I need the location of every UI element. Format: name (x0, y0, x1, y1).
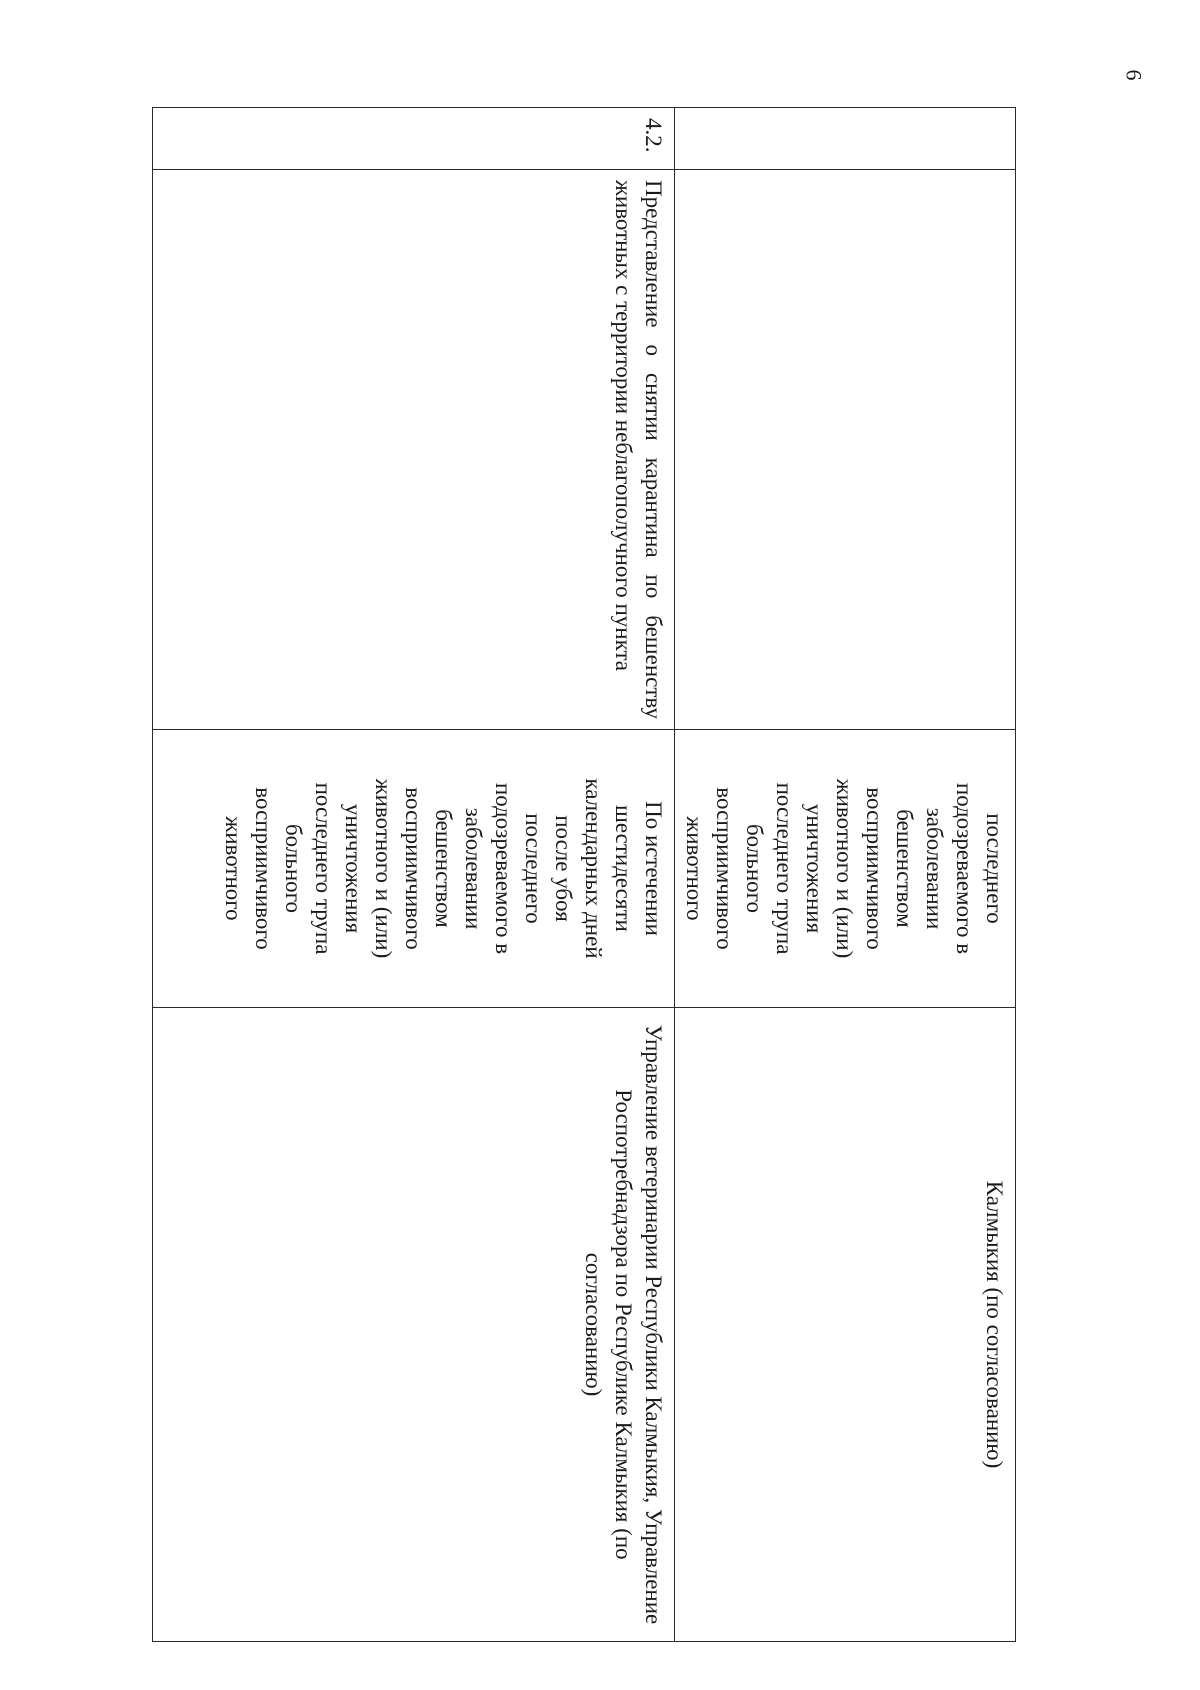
term-line: животного и (или) (832, 778, 857, 959)
term-line: заболевании (922, 807, 947, 930)
row-number-cell (675, 108, 1016, 170)
term-line: подозреваемого в (491, 782, 516, 955)
term-line: бешенством (892, 809, 917, 928)
term-line: уничтожения (802, 803, 827, 934)
term-line: животного и (или) (371, 778, 396, 959)
event-cell (675, 170, 1016, 730)
term-line: восприимчивого (401, 787, 426, 950)
term-line: больного (281, 823, 306, 914)
term-line: подозреваемого в (952, 782, 977, 955)
term-line: последнего трупа (311, 782, 336, 955)
measures-table (152, 107, 1016, 1642)
rotated-table-wrapper (156, 107, 1016, 1641)
term-line: животного (682, 816, 707, 921)
term-line: восприимчивого (712, 787, 737, 950)
term-line: больного (742, 823, 767, 914)
term-line: последнего трупа (772, 782, 797, 955)
responsible-cell: Управление ветеринарии Республики Калмыкия, Управление Роспотребнадзора по Республике Калмыкия (по согласованию) (153, 1008, 675, 1642)
row-number-cell: 4.2. (153, 108, 675, 170)
term-line: По истечении (641, 801, 666, 936)
term-line: заболевании (461, 807, 486, 930)
term-line: восприимчивого (862, 787, 887, 950)
table-row (675, 108, 1016, 1642)
term-line: последнего (982, 813, 1007, 924)
event-cell: Представление о снятии карантина по бешенству животных с территории неблагополучного пункта (153, 170, 675, 730)
term-line: восприимчивого (251, 787, 276, 950)
term-line: после убоя (551, 815, 576, 922)
term-line: животного (221, 816, 246, 921)
term-line: уничтожения (341, 803, 366, 934)
page-number: 6 (1121, 69, 1147, 81)
term-line: шестидесяти (611, 805, 636, 932)
table-row (153, 108, 675, 1642)
responsible-cell: Калмыкия (по согласованию) (675, 1008, 1016, 1642)
document-frame (156, 107, 1200, 1625)
term-line: бешенством (431, 809, 456, 928)
term-line: последнего (521, 813, 546, 924)
term-line: календарных дней (581, 778, 606, 959)
term-cell (153, 730, 675, 1008)
term-cell (675, 730, 1016, 1008)
